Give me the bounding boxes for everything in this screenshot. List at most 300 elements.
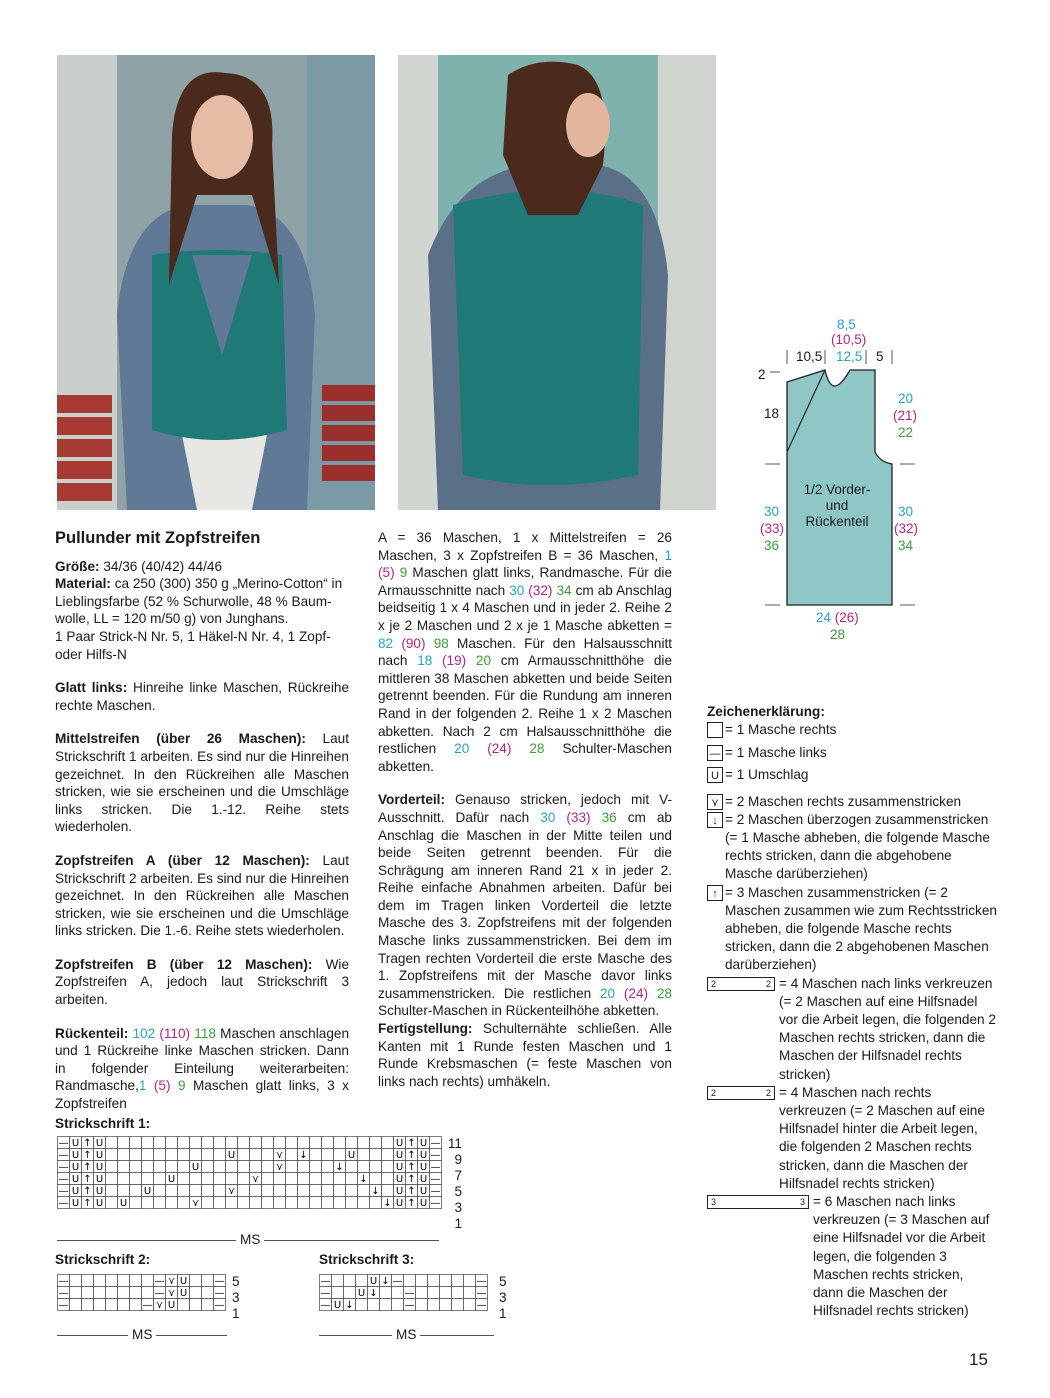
vorder-t1: Genauso stricken, jedoch mit V-Ausschnitt. Dafür nach [378,792,672,825]
ruecken-a2: (32) [528,582,553,598]
chart-cell [358,1185,370,1197]
ruecken-t4: cm ab Anschlag beidseitig 1 x 4 Maschen und in jeder 2. Reihe 2 x je 2 Maschen und 2 x je 1 Masche abketten = [378,582,672,633]
chart-cell [262,1137,274,1149]
chart-symbol: ⋎ [167,1276,176,1287]
chart-symbol: — [58,1150,69,1161]
chart-cell [346,1137,358,1149]
cable-n-0: 2 [711,978,717,989]
middle-column [378,529,672,1090]
chart-symbol: — [476,1288,487,1299]
chart-cell [452,1299,464,1311]
chart-cell [178,1185,190,1197]
chart-symbol: ↑ [407,1186,416,1197]
chart3-ms: MS [392,1327,420,1342]
chart-cell [334,1185,346,1197]
chart-symbol: — [214,1288,225,1299]
chart-cell [106,1173,118,1185]
chart-cell [464,1299,476,1311]
ruecken-m3b: 9 [399,565,408,581]
chart-cell [214,1197,226,1209]
chart3-row-1: 1 [499,1306,507,1321]
ruecken-m3: 9 [177,1078,186,1094]
page-title: Pullunder mit Zopfstreifen [55,529,261,547]
chart-cell [286,1197,298,1209]
chart-cell [226,1161,238,1173]
chart-cell [322,1137,334,1149]
left-column [55,530,349,1113]
chart-cell [428,1299,440,1311]
chart-cell [368,1299,380,1311]
cable-n-0b: 2 [765,978,771,989]
chart-cell [382,1137,394,1149]
chart-cell [428,1287,440,1299]
chart-cell [322,1197,334,1209]
zopfb-label: Zopfstreifen B (über 12 Maschen): [55,956,313,972]
chart3-row-labels [499,1274,507,1322]
ruecken-t6: cm Armausschnitthöhe die mittleren 38 Maschen abketten und beide Seiten getrennt beenden. Für die Rundung am inneren Rand in der folgenden 2. Reihe 1 x 2 Maschen abketten. Nach 2 cm Halsausschnitthöhe die restlichen [378,653,673,757]
chart-symbol: ⋎ [251,1174,260,1185]
chart-symbol: ↑ [83,1186,92,1197]
chart-symbol: — [58,1288,69,1299]
chart-symbol: U [357,1288,366,1299]
ruecken-a3: 34 [556,582,572,598]
chart-symbol: U [119,1198,128,1209]
chart-cell [416,1275,428,1287]
chart-cell [202,1161,214,1173]
legend-text-1: = 1 Masche links [725,745,827,761]
chart-symbol: U [179,1288,188,1299]
chart-cell [382,1185,394,1197]
size-material [55,558,349,664]
cable-left6-icon [707,1195,809,1209]
chart-symbol: ↑ [407,1150,416,1161]
chart-cell [310,1185,322,1197]
chart-symbol: U [227,1150,236,1161]
chart-cell [190,1287,202,1299]
chart-cell [118,1275,130,1287]
dim-lc: 30 [764,504,780,519]
chart-cell [178,1161,190,1173]
chart-cell [310,1137,322,1149]
chart-cell [118,1287,130,1299]
chart-cell [130,1137,142,1149]
legend-text-0: = 1 Masche rechts [725,722,837,737]
legend-text-4: = 2 Maschen überzogen zusammenstricken (= 1 Masche abheben, die folgende Masche rechts stricken, dann die abgehobene Masche darüberziehen) [725,811,990,882]
chart-cell [404,1275,416,1287]
chart-symbol: — [320,1288,331,1299]
knitting-chart-1 [57,1136,442,1214]
chart-cell [310,1173,322,1185]
chart-symbol: ↑ [83,1174,92,1185]
chart-symbol: — [154,1288,165,1299]
chart-cell [142,1275,154,1287]
chart-symbol: — [404,1288,415,1299]
ruecken-n3: 118 [194,1025,216,1041]
rueckenteil-part2 [378,529,672,775]
glatt-links [55,679,349,714]
chart-cell [118,1173,130,1185]
ruecken-t7: Schulter-Maschen abketten. [378,741,672,774]
chart-symbol: — [58,1138,69,1149]
cable-n-1b: 2 [765,1087,771,1098]
chart3-svg [319,1274,488,1311]
chart-symbol: ↑ [83,1162,92,1173]
chart-symbol: ↓ [359,1174,368,1185]
chart-cell [118,1185,130,1197]
chart-symbol: ⋎ [275,1150,284,1161]
ruecken-b1: 82 [378,635,394,651]
chart-cell [392,1287,404,1299]
chart-cell [130,1275,142,1287]
vorder-s3: 28 [656,985,672,1001]
material-line-2: wolle, LL = 120 m/50 g) von Junghans. [55,611,289,627]
chart-symbol: — [142,1300,153,1311]
chart-cell [298,1137,310,1149]
chart-symbol: U [395,1138,404,1149]
chart-cell [322,1161,334,1173]
size-value: 34/36 (40/42) 44/46 [103,558,223,574]
chart-symbol: — [154,1276,165,1287]
chart1-row-1: 1 [454,1216,462,1231]
chart-symbol: U [419,1198,428,1209]
ruecken-b3: 98 [433,635,449,651]
chart-cell [370,1173,382,1185]
vorder-s1: 20 [600,985,616,1001]
chart-symbol: U [71,1198,80,1209]
chart-cell [382,1161,394,1173]
chart-symbol: U [95,1186,104,1197]
chart-cell [238,1149,250,1161]
chart-cell [190,1173,202,1185]
chart-symbol: — [430,1138,441,1149]
chart-symbol: ⋎ [167,1288,176,1299]
dim-top-c: 8,5 [837,317,856,332]
chart-symbol: ↓ [383,1198,392,1209]
chart-cell [118,1149,130,1161]
ruecken-s1: 20 [454,741,470,757]
chart-cell [298,1173,310,1185]
chart-cell [94,1299,106,1311]
page-number: 15 [969,1350,988,1369]
chart-cell [322,1149,334,1161]
chart-symbol: ↑ [407,1162,416,1173]
chart-symbol: — [430,1150,441,1161]
chart-symbol: U [369,1276,378,1287]
chart-cell [358,1149,370,1161]
chart-cell [154,1161,166,1173]
chart-symbol: U [167,1174,176,1185]
chart-cell [82,1299,94,1311]
legend-item-yarnover [707,766,997,784]
chart2-row-5: 5 [232,1274,240,1289]
chart-cell [286,1185,298,1197]
chart-cell [322,1185,334,1197]
chart-cell [358,1197,370,1209]
chart-cell [298,1185,310,1197]
chart-cell [202,1275,214,1287]
chart-symbol: — [58,1162,69,1173]
chart-symbol: ↓ [345,1300,354,1311]
chart-symbol: — [58,1300,69,1311]
legend-cable-left6 [707,1193,997,1320]
chart-cell [382,1173,394,1185]
chart-cell [440,1299,452,1311]
chart-symbol: — [320,1300,331,1311]
legend-cable-text-0: = 4 Maschen nach links verkreuzen (= 2 Maschen auf eine Hilfsnadel vor die Arbeit legen, die folgenden 2 Maschen rechts stricken, dann die Maschen der Hilfsnadel rechts stricken) [779,975,996,1082]
chart-cell [154,1185,166,1197]
chart1-row-7: 7 [454,1168,462,1183]
chart-cell [358,1161,370,1173]
chart2-svg [57,1274,226,1311]
chart-cell [142,1161,154,1173]
chart-cell [344,1287,356,1299]
chart-symbol: ↓ [369,1288,378,1299]
chart-cell [310,1149,322,1161]
rueckenteil-part1 [55,1025,349,1113]
chart-cell [142,1197,154,1209]
chart-cell [298,1197,310,1209]
chart-cell [202,1137,214,1149]
ruecken-h2: (19) [442,653,467,669]
legend-cable-left4 [707,975,997,1084]
chart2-title: Strickschrift 2: [55,1252,151,1267]
chart-symbol: — [404,1300,415,1311]
chart-cell [154,1173,166,1185]
dim-w1: 10,5 [796,349,823,364]
zopfstreifen-a [55,852,349,940]
chart-cell [106,1287,118,1299]
glatt-text: Hinreihe linke Maschen, Rückreihe rechte Maschen. [55,680,349,713]
vorder-a2: (33) [566,809,591,825]
chart-cell [274,1137,286,1149]
garment-schematic [740,312,940,652]
chart-cell [380,1287,392,1299]
chart-cell [356,1275,368,1287]
chart-cell [70,1275,82,1287]
chart-symbol: U [419,1162,428,1173]
chart-cell [154,1197,166,1209]
chart-cell [226,1137,238,1149]
chart-cell [142,1287,154,1299]
chart-cell [142,1173,154,1185]
chart-symbol: U [95,1162,104,1173]
chart-cell [358,1137,370,1149]
ruecken-m1: 1 [138,1078,147,1094]
ruecken-b2: (90) [401,635,426,651]
chart-symbol: — [430,1198,441,1209]
chart-cell [190,1275,202,1287]
chart-cell [130,1197,142,1209]
chart-symbol: U [71,1174,80,1185]
legend-item-purl [707,744,997,762]
chart1-svg [57,1136,442,1209]
chart-cell [238,1197,250,1209]
chart-symbol: ↓ [335,1162,344,1173]
ruecken-h1: 18 [417,653,433,669]
dim-w2: 12,5 [836,349,863,364]
material-line-1: Lieblingsfarbe (52 % Schurwolle, 48 % Baum- [55,593,332,609]
chart-cell [346,1197,358,1209]
dim-w3: 5 [876,349,884,364]
chart-cell [214,1137,226,1149]
chart-symbol: — [320,1276,331,1287]
chart-cell [344,1275,356,1287]
chart-cell [118,1137,130,1149]
legend [707,704,997,1321]
chart-symbol: ↑ [407,1174,416,1185]
chart-cell [262,1197,274,1209]
chart-cell [202,1197,214,1209]
chart-cell [392,1299,404,1311]
chart-cell [166,1197,178,1209]
dim-rc: 30 [898,504,914,519]
dim-bm: (26) [834,610,859,625]
ruecken-a1: 30 [509,582,525,598]
knitting-chart-3 [319,1274,488,1316]
vorderteil [378,791,672,1020]
dim-right-m: (21) [893,408,918,423]
ruecken-m2b: (5) [378,565,395,581]
chart-symbol: U [395,1174,404,1185]
chart-symbol: U [95,1174,104,1185]
vorder-label: Vorderteil: [378,792,445,808]
chart-cell [154,1149,166,1161]
chart-cell [298,1161,310,1173]
legend-cable-text-2: = 6 Maschen nach links verkreuzen (= 3 Maschen auf eine Hilfsnadel vor die Arbeit legen, die folgenden 3 Maschen rechts stricken, dann die Maschen der Hilfsnadel rechts stricken) [813,1194,990,1319]
glatt-label: Glatt links: [55,680,128,696]
chart-symbol: U [95,1138,104,1149]
chart-cell [166,1137,178,1149]
material-line-3: 1 Paar Strick-N Nr. 5, 1 Häkel-N Nr. 4, 1 Zopf- [55,628,331,644]
dim-bottom [816,610,859,625]
zopfa-text: Laut Strickschrift 2 arbeiten. Es sind nur die Hinreihen gezeichnet. In den Rückreihen alle Maschen stricken, wie sie erscheinen und die Umschläge links stricken. Die 1.-6. Reihe stets wiederholen. [55,852,349,939]
chart-symbol: ↑ [83,1198,92,1209]
vorder-t2: cm ab Anschlag die Maschen in der Mitte teilen und beide Seiten getrennt beenden. Für die Schrägung am inneren Rand 21 x in jeder 2. Reihe einfache Abnahmen arbeiten. Dafür bei dem im Tragen linken Vorderteil die letzte Masche des 3. Zopfstreifens mit der folgenden Masche links zussammenstricken. Bei dem im Tragen rechten Vorderteil die erste Masche des 1. Zopfstreifens mit der Masche davor links zusammenstricken. Die restlichen [378,809,672,1001]
chart-cell [356,1299,368,1311]
back-photo [398,55,716,510]
chart-cell [332,1287,344,1299]
chart-cell [94,1287,106,1299]
chart-cell [226,1197,238,1209]
chart-cell [322,1173,334,1185]
down-arrow-icon: ↓ [707,812,723,828]
chart-cell [190,1149,202,1161]
chart-cell [190,1137,202,1149]
material-line-0: ca 250 (300) 350 g „Merino-Cotton“ in [114,576,343,592]
chart-symbol: U [419,1186,428,1197]
knit-icon [707,722,723,738]
chart-cell [118,1161,130,1173]
k2tog-icon: ⋎ [707,794,723,810]
chart-cell [334,1149,346,1161]
chart-symbol: U [179,1276,188,1287]
chart-cell [428,1275,440,1287]
mittel-text: Laut Strickschrift 1 arbeiten. Es sind nur die Hinreihen gezeichnet. In den Rückreihen alle Maschen stricken, wie sie erscheinen und die Umschläge links stricken. Die 1.-12. Reihe stets wiederholen. [55,731,349,835]
mittelstreifen [55,730,349,836]
chart-cell [130,1173,142,1185]
chart-cell [142,1137,154,1149]
chart-cell [106,1185,118,1197]
knitting-chart-2 [57,1274,226,1316]
schematic-label-2: und [825,498,849,513]
fertig-text: Schulternähte schließen. Alle Kanten mit 1 Runde festen Maschen und 1 Runde Krebsmaschen (= feste Maschen von links nach rechts) umhäkeln. [378,1021,673,1089]
material-line-4: oder Hilfs-N [55,646,127,662]
chart-cell [82,1287,94,1299]
ruecken-m1b: 1 [664,547,672,563]
chart-cell [250,1137,262,1149]
chart-cell [214,1161,226,1173]
fertigstellung [378,1020,672,1090]
chart2-ms: MS [128,1327,156,1342]
chart-cell [380,1299,392,1311]
cable-n-2: 3 [711,1196,717,1207]
chart-symbol: U [395,1186,404,1197]
dim-left-2: 2 [758,367,766,382]
chart-symbol: U [333,1300,342,1311]
chart-symbol: ↓ [371,1186,380,1197]
ruecken-m2: (5) [153,1078,171,1094]
chart-cell [382,1149,394,1161]
chart-cell [130,1185,142,1197]
chart-cell [190,1299,202,1311]
dim-right-g: 22 [898,425,914,440]
chart-cell [286,1173,298,1185]
chart1-row-3: 3 [454,1200,462,1215]
chart-cell [178,1197,190,1209]
legend-item-knit [707,721,997,739]
chart1-ms: MS [236,1232,264,1247]
chart-cell [106,1149,118,1161]
chart-cell [178,1173,190,1185]
chart-symbol: U [419,1138,428,1149]
chart-symbol: U [419,1174,428,1185]
chart2-row-3: 3 [232,1290,240,1305]
legend-text-3: = 2 Maschen rechts zusammenstricken [725,793,962,809]
chart-cell [286,1137,298,1149]
chart-cell [370,1149,382,1161]
chart-cell [250,1149,262,1161]
dim-lg: 36 [764,538,780,553]
chart-cell [286,1161,298,1173]
chart-cell [82,1275,94,1287]
zopfa-label: Zopfstreifen A (über 12 Maschen): [55,852,310,868]
front-photo [57,55,375,510]
vorder-s2: (24) [623,985,649,1001]
chart-cell [440,1287,452,1299]
up-arrow-icon: ↑ [707,885,723,901]
chart-cell [190,1185,202,1197]
chart-symbol: U [95,1198,104,1209]
chart-cell [118,1299,130,1311]
cable-left-icon [707,977,775,991]
schematic-label-3: Rückenteil [805,514,869,529]
ruecken-h3: 20 [475,653,492,669]
chart-cell [178,1149,190,1161]
chart-cell [452,1287,464,1299]
legend-title: Zeichenerklärung: [707,704,825,719]
dim-bc: 24 [816,610,832,625]
chart-symbol: ⋎ [275,1162,284,1173]
chart-cell [226,1173,238,1185]
chart-symbol: ↑ [83,1150,92,1161]
chart-symbol: — [58,1198,69,1209]
chart-cell [70,1299,82,1311]
ruecken-s2: (24) [487,741,512,757]
chart-cell [166,1161,178,1173]
ruecken-label: Rückenteil: [55,1025,129,1041]
chart-cell [178,1137,190,1149]
chart-cell [106,1197,118,1209]
